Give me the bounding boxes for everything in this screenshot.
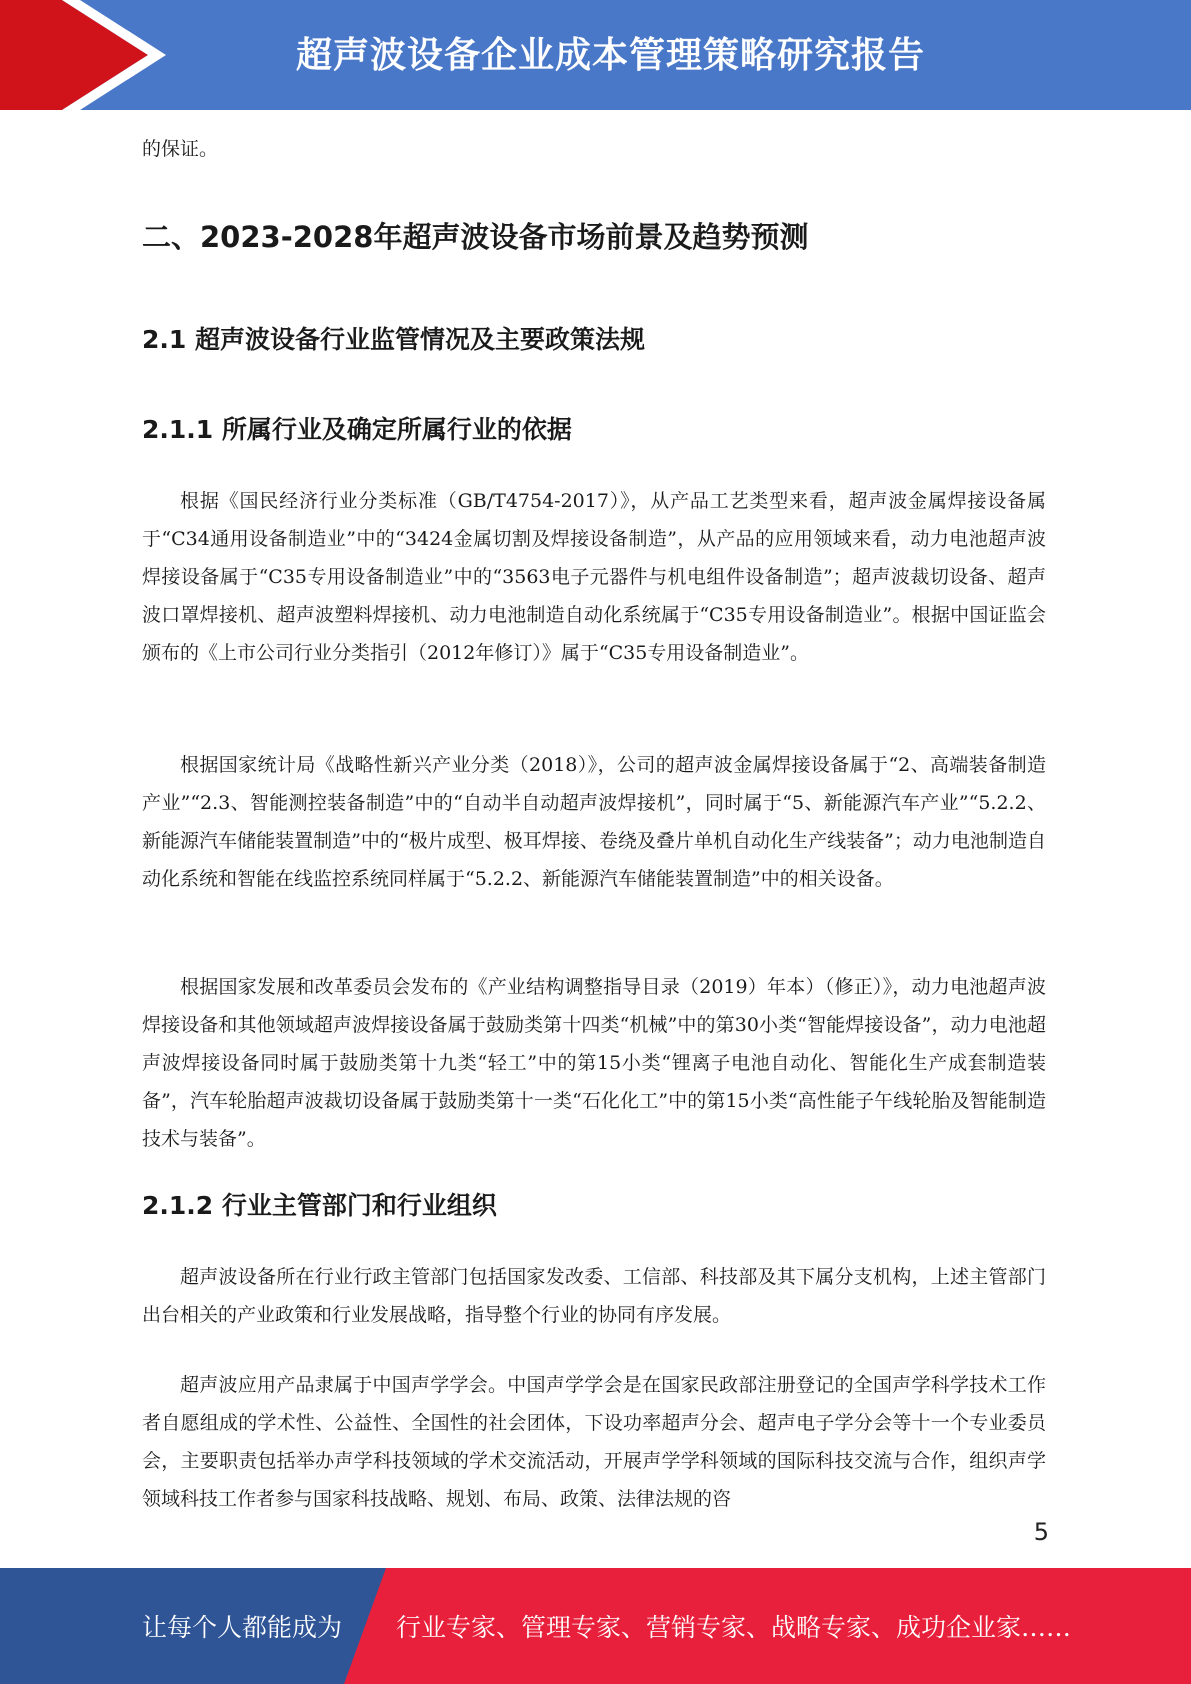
subsection-heading-2-1-1: 2.1.1 所属行业及确定所属行业的依据: [142, 415, 572, 444]
subsection-heading-2-1: 2.1 超声波设备行业监管情况及主要政策法规: [142, 325, 645, 354]
document-body: [142, 130, 1046, 1510]
page-footer: [0, 1568, 1191, 1684]
page-number: 5: [1033, 1518, 1049, 1546]
paragraph-industry-classification: 根据《国民经济行业分类标准（GB/T4754-2017）》，从产品工艺类型来看，超声波金属焊接设备属于“C34通用设备制造业”中的“3424金属切割及焊接设备制造”，从产品的应用领域来看，动力电池超声波焊接设备属于“C35专用设备制造业”中的“3563电子元器件与机电组件设备制造”；超声波裁切设备、超声波口罩焊接机、超声波塑料焊接机、动力电池制造自动化系统属于“C35专用设备制造业”。根据中国证监会颁布的《上市公司行业分类指引（2012年修订）》属于“C35专用设备制造业”。: [142, 490, 1046, 664]
continuation-text: 的保证。: [142, 138, 219, 160]
footer-slogan-right: 行业专家、管理专家、营销专家、战略专家、成功企业家……: [396, 1613, 1072, 1642]
paragraph-acoustics-society: 超声波应用产品隶属于中国声学学会。中国声学学会是在国家民政部注册登记的全国声学科学技术工作者自愿组成的学术性、公益性、全国性的社会团体，下设功率超声分会、超声电子学分会等十一个专业委员会，主要职责包括举办声学科技领域的学术交流活动，开展声学学科领域的国际科技交流与合作，组织声学领域科技工作者参与国家科技战略、规划、布局、政策、法律法规的咨: [142, 1374, 1046, 1510]
paragraph-strategic-industry: 根据国家统计局《战略性新兴产业分类（2018）》，公司的超声波金属焊接设备属于“2、高端装备制造产业”“2.3、智能测控装备制造”中的“自动半自动超声波焊接机”，同时属于“5、新能源汽车产业”“5.2.2、新能源汽车储能装置制造”中的“极片成型、极耳焊接、卷绕及叠片单机自动化生产线装备”；动力电池制造自动化系统和智能在线监控系统同样属于“5.2.2、新能源汽车储能装置制造”中的相关设备。: [142, 754, 1046, 890]
paragraph-authorities: 超声波设备所在行业行政主管部门包括国家发改委、工信部、科技部及其下属分支机构，上述主管部门出台相关的产业政策和行业发展战略，指导整个行业的协同有序发展。: [142, 1266, 1046, 1326]
subsection-heading-2-1-2: 2.1.2 行业主管部门和行业组织: [142, 1191, 497, 1220]
paragraph-industry-guidance: 根据国家发展和改革委员会发布的《产业结构调整指导目录（2019）年本）（修正）》，动力电池超声波焊接设备和其他领域超声波焊接设备属于鼓励类第十四类“机械”中的第30小类“智能焊接设备”，动力电池超声波焊接设备同时属于鼓励类第十九类“轻工”中的第15小类“锂离子电池自动化、智能化生产成套制造装备”，汽车轮胎超声波裁切设备属于鼓励类第十一类“石化化工”中的第15小类“高性能子午线轮胎及智能制造技术与装备”。: [142, 976, 1046, 1150]
section-heading: 二、2023-2028年超声波设备市场前景及趋势预测: [142, 220, 809, 254]
red-chevron-icon: [0, 0, 170, 110]
footer-slogan-left: 让每个人都能成为: [142, 1613, 343, 1642]
page-header: [0, 0, 1191, 110]
report-title: 超声波设备企业成本管理策略研究报告: [295, 34, 925, 76]
